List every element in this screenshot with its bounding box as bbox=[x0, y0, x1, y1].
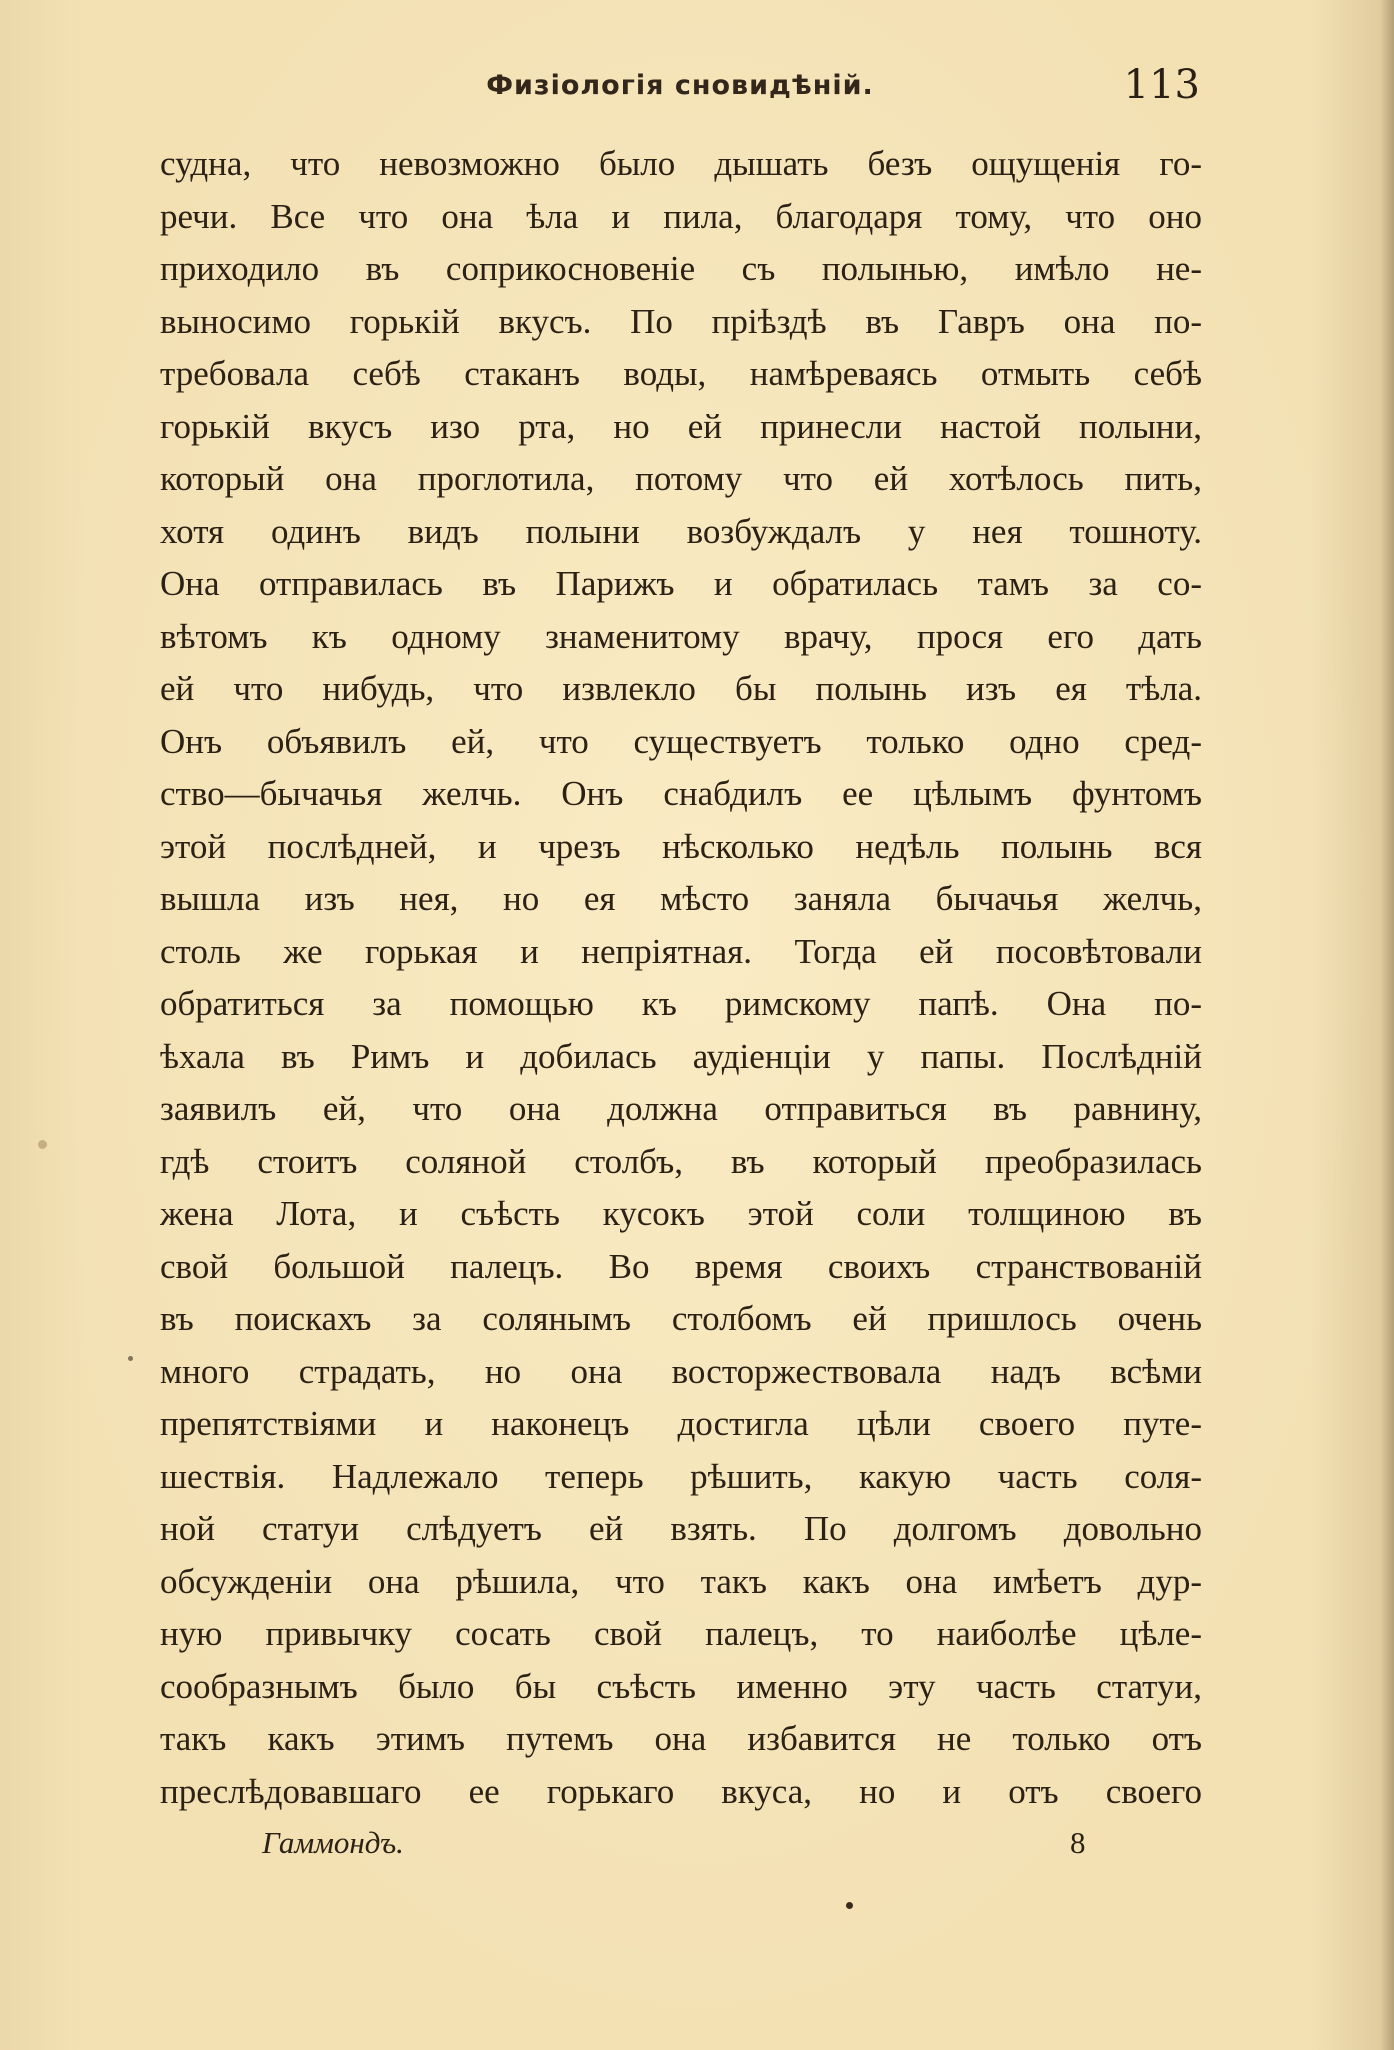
text-line: шествiя. Надлежало теперь рѣшить, какую часть соля- bbox=[160, 1456, 1202, 1496]
text-line: обсужденiи она рѣшила, что такъ какъ она имѣетъ дур- bbox=[160, 1561, 1202, 1601]
text-line: столь же горькая и непрiятная. Тогда ей посовѣтовали bbox=[160, 931, 1202, 971]
text-line: ство—бычачья желчь. Онъ снабдилъ ее цѣлымъ фунтомъ bbox=[160, 774, 1202, 813]
text-line: гдѣ стоитъ соляной столбъ, въ который преобразилась bbox=[160, 1141, 1202, 1181]
text-line: много страдать, но она восторжествовала надъ всѣми bbox=[160, 1351, 1202, 1391]
text-line: ную привычку сосать свой палецъ, то наиболѣе цѣле- bbox=[160, 1614, 1202, 1653]
text-line: такъ какъ этимъ путемъ она избавится не только отъ bbox=[160, 1719, 1202, 1758]
page-edge-shadow bbox=[1380, 0, 1394, 2050]
text-line: обратиться за помощью къ римскому папѣ. Она по- bbox=[160, 984, 1202, 1023]
text-line: въ поискахъ за солянымъ столбомъ ей пришлось очень bbox=[160, 1299, 1202, 1338]
page-number: 113 bbox=[1123, 62, 1200, 108]
text-line: который она проглотила, потому что ей хотѣлось пить, bbox=[160, 459, 1202, 498]
text-line: препятствiями и наконецъ достигла цѣли своего путе- bbox=[160, 1404, 1202, 1443]
text-line: судна, что невозможно было дышать безъ ощущенiя го- bbox=[160, 144, 1202, 183]
text-line: вышла изъ нея, но ея мѣсто заняла бычачья желчь, bbox=[160, 879, 1202, 918]
text-line: жена Лота, и съѣсть кусокъ этой соли толщиною въ bbox=[160, 1194, 1202, 1233]
text-line: ей что нибудь, что извлекло бы полынь изъ ея тѣла. bbox=[160, 669, 1202, 708]
running-head bbox=[160, 62, 1200, 122]
text-line: этой послѣдней, и чрезъ нѣсколько недѣль полынь вся bbox=[160, 826, 1202, 866]
text-line: ѣхала въ Римъ и добилась аудiенцiи у папы. Послѣднiй bbox=[160, 1036, 1202, 1076]
text-line: хотя одинъ видъ полыни возбуждалъ у нея тошноту. bbox=[160, 511, 1202, 551]
signature-footer bbox=[160, 1825, 1202, 1869]
ink-speck bbox=[128, 1356, 133, 1361]
text-line: речи. Все что она ѣла и пила, благодаря тому, что оно bbox=[160, 196, 1202, 236]
text-line: выносимо горькiй вкусъ. По прiѣздѣ въ Гавръ она по- bbox=[160, 301, 1202, 341]
text-line: вѣтомъ къ одному знаменитому врачу, прося его дать bbox=[160, 616, 1202, 656]
ink-speck bbox=[38, 1140, 47, 1149]
body-text bbox=[160, 138, 1202, 1818]
text-line: ной статуи слѣдуетъ ей взять. По долгомъ довольно bbox=[160, 1509, 1202, 1548]
signature-mark: Гаммондъ. bbox=[262, 1825, 404, 1860]
text-line: преслѣдовавшаго ее горькаго вкуса, но и отъ своего bbox=[160, 1771, 1202, 1811]
text-line: свой большой палецъ. Во время своихъ странствованiй bbox=[160, 1246, 1202, 1286]
running-title: Физiологiя сновидѣнiй. bbox=[486, 70, 874, 101]
signature-number: 8 bbox=[1070, 1825, 1086, 1860]
ink-speck bbox=[846, 1902, 853, 1909]
text-line: Онъ объявилъ ей, что существуетъ только одно сред- bbox=[160, 721, 1202, 761]
text-line: Она отправилась въ Парижъ и обратилась тамъ за со- bbox=[160, 564, 1202, 603]
text-line: сообразнымъ было бы съѣсть именно эту часть статуи, bbox=[160, 1666, 1202, 1706]
text-line: горькiй вкусъ изо рта, но ей принесли настой полыни, bbox=[160, 406, 1202, 446]
text-line: заявилъ ей, что она должна отправиться въ равнину, bbox=[160, 1089, 1202, 1128]
text-line: приходило въ соприкосновенiе съ полынью, имѣло не- bbox=[160, 249, 1202, 288]
text-line: требовала себѣ стаканъ воды, намѣреваясь отмыть себѣ bbox=[160, 354, 1202, 393]
